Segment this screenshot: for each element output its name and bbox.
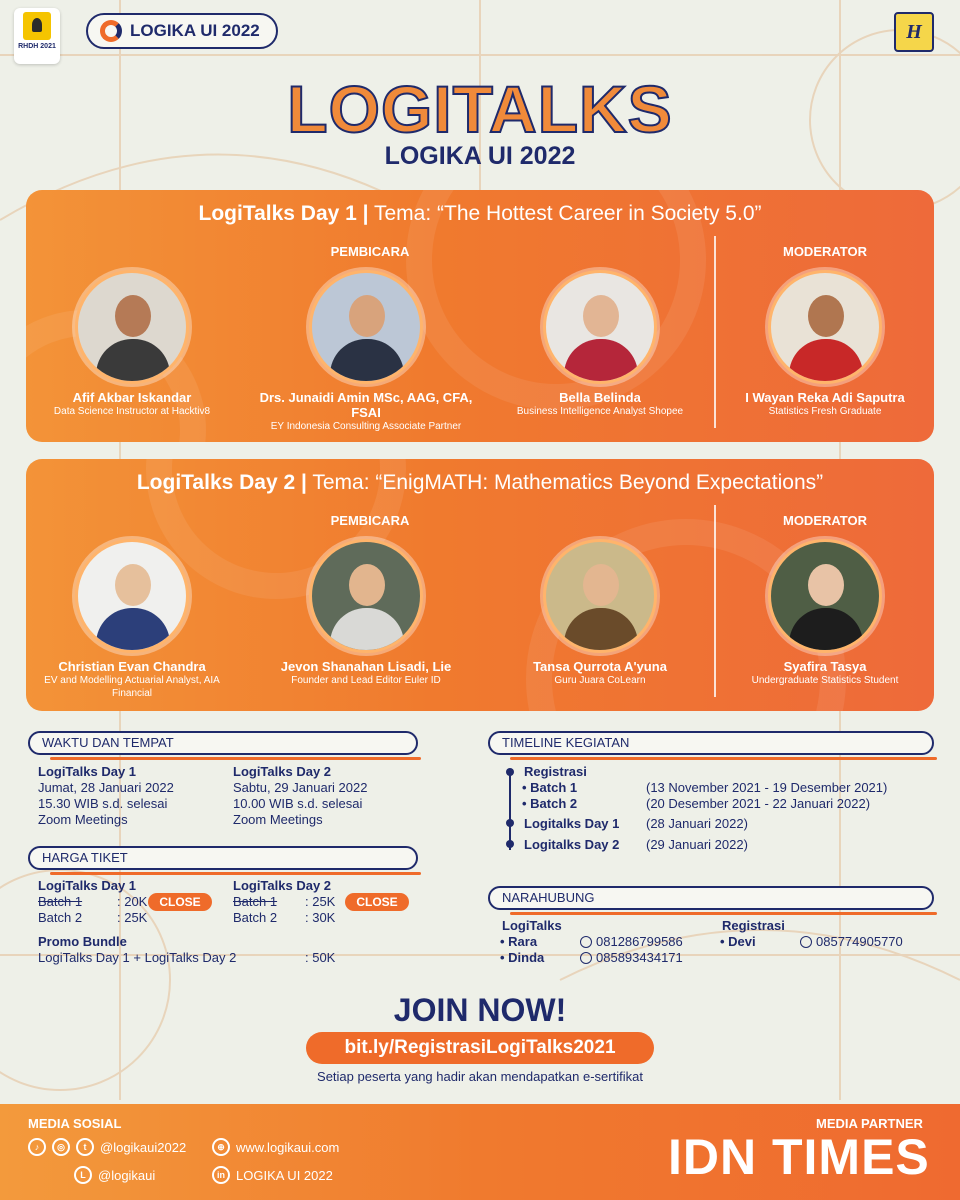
media-partner-logo: IDN TIMES <box>668 1129 930 1185</box>
handle1: @logikaui2022 <box>100 1139 187 1155</box>
event-subtitle: LOGIKA UI 2022 <box>384 142 576 170</box>
speaker-photo <box>309 539 423 653</box>
harga-day1-label: LogiTalks Day 1 <box>38 878 137 893</box>
speaker-photo <box>309 270 423 384</box>
speaker-role: EY Indonesia Consulting Associate Partner <box>270 421 462 432</box>
kontak-group-logitalks: LogiTalks <box>502 918 562 933</box>
twitter-icon: t <box>76 1138 94 1156</box>
speaker-role: EV and Modelling Actuarial Analyst, AIA Financial <box>44 675 220 699</box>
moderator-photo <box>768 270 882 384</box>
speaker-name: Jevon Shanahan Lisadi, Lie <box>280 659 452 674</box>
promo-price: : 50K <box>305 950 336 965</box>
contact-phone: 081286799586 <box>580 934 683 950</box>
waktu-heading: WAKTU DAN TEMPAT <box>28 731 418 755</box>
timeline-registrasi: Registrasi <box>524 764 587 779</box>
speaker-role: Data Science Instructor at Hacktiv8 <box>53 406 211 417</box>
timeline-dot <box>506 819 514 827</box>
line-icon: L <box>74 1166 92 1184</box>
event-title: LOGITALKS <box>287 72 673 146</box>
speaker-photo <box>75 270 189 384</box>
kontak-heading: NARAHUBUNG <box>488 886 934 910</box>
promo-desc: LogiTalks Day 1 + LogiTalks Day 2 <box>38 950 237 965</box>
contact-name: • Rara <box>500 934 538 949</box>
speaker-card <box>26 270 252 418</box>
speaker-photo <box>543 270 657 384</box>
moderator-name: I Wayan Reka Adi Saputra <box>745 390 905 405</box>
speaker-card <box>26 539 252 700</box>
close-badge: CLOSE <box>148 893 212 911</box>
timeline-date: (29 Januari 2022) <box>646 837 748 852</box>
moderator-card <box>705 539 934 687</box>
day2-moderator-label: MODERATOR <box>782 513 868 528</box>
speaker-card <box>480 539 720 687</box>
timeline-item: Logitalks Day 2 <box>524 837 620 852</box>
close-badge: CLOSE <box>345 893 409 911</box>
brand-label: LOGIKA UI 2022 <box>130 21 260 40</box>
moderator-name: Syafira Tasya <box>783 659 867 674</box>
speaker-name: Drs. Junaidi Amin MSc, AAG, CFA, FSAI <box>259 390 473 420</box>
timeline-date: (28 Januari 2022) <box>646 816 748 831</box>
timeline-line <box>509 772 511 850</box>
contact-name: • Dinda <box>500 950 545 965</box>
linkedin-icon: in <box>212 1166 230 1184</box>
moderator-card <box>705 270 934 418</box>
timeline-item: Logitalks Day 1 <box>524 816 620 831</box>
ui-logo-text: RHDH 2021 <box>18 43 56 50</box>
timeline-date: (20 Desember 2021 - 22 Januari 2022) <box>646 796 871 811</box>
speaker-card <box>246 539 486 687</box>
day2-speakers-label: PEMBICARA <box>330 513 410 528</box>
speaker-photo <box>75 539 189 653</box>
linkedin-link[interactable]: in LOGIKA UI 2022 <box>212 1166 333 1184</box>
timeline-item: • Batch 2 <box>522 796 578 811</box>
speaker-name: Tansa Qurrota A'yuna <box>533 659 667 674</box>
moderator-role: Statistics Fresh Graduate <box>768 406 882 417</box>
timeline-date: (13 November 2021 - 19 Desember 2021) <box>646 780 888 795</box>
harga-day1-batch2: Batch 2 : 25K <box>38 910 148 925</box>
speaker-card <box>480 270 720 418</box>
day1-title: LogiTalks Day 1 | Tema: “The Hottest Career in Society 5.0” <box>198 202 762 225</box>
harga-day2-batch1: Batch 1 : 25K <box>233 894 336 909</box>
kontak-group-registrasi: Registrasi <box>722 918 785 933</box>
speaker-role: Business Intelligence Analyst Shopee <box>516 406 684 417</box>
whatsapp-icon <box>580 936 592 948</box>
social-handle-row[interactable] <box>28 1138 186 1156</box>
speaker-role: Guru Juara CoLearn <box>554 675 646 686</box>
whatsapp-icon <box>800 936 812 948</box>
harga-day2-batch2: Batch 2 : 30K <box>233 910 336 925</box>
contact-phone: 085774905770 <box>800 934 903 950</box>
registration-link[interactable]: bit.ly/RegistrasiLogiTalks2021 <box>306 1032 654 1064</box>
timeline-dot <box>506 840 514 848</box>
speaker-name: Bella Belinda <box>559 390 641 405</box>
himpunan-logo: H <box>894 12 934 52</box>
certificate-note: Setiap peserta yang hadir akan mendapatkan e-sertifikat <box>317 1069 643 1084</box>
waktu-day2: LogiTalks Day 2 Sabtu, 29 Januari 2022 10.00 WIB s.d. selesai Zoom Meetings <box>233 764 368 827</box>
day1-moderator-label: MODERATOR <box>782 244 868 259</box>
join-now-heading: JOIN NOW! <box>393 992 567 1028</box>
waktu-day1: LogiTalks Day 1 Jumat, 28 Januari 2022 15.30 WIB s.d. selesai Zoom Meetings <box>38 764 174 827</box>
timeline-item: • Batch 1 <box>522 780 578 795</box>
media-sosial-label: MEDIA SOSIAL <box>28 1116 122 1131</box>
moderator-photo <box>768 539 882 653</box>
harga-day2-label: LogiTalks Day 2 <box>233 878 332 893</box>
day1-speakers-label: PEMBICARA <box>330 244 410 259</box>
whatsapp-icon <box>580 952 592 964</box>
timeline-heading: TIMELINE KEGIATAN <box>488 731 934 755</box>
day2-title: LogiTalks Day 2 | Tema: “EnigMATH: Mathematics Beyond Expectations” <box>136 471 824 494</box>
speaker-role: Founder and Lead Editor Euler ID <box>291 675 441 686</box>
media-partner-label: MEDIA PARTNER <box>816 1116 923 1131</box>
instagram-icon: ◎ <box>52 1138 70 1156</box>
speaker-photo <box>543 539 657 653</box>
speaker-name: Christian Evan Chandra <box>58 659 206 674</box>
moderator-role: Undergraduate Statistics Student <box>751 675 899 686</box>
tiktok-icon: ♪ <box>28 1138 46 1156</box>
harga-day1-batch1: Batch 1 : 20K <box>38 894 148 909</box>
contact-name: • Devi <box>720 934 756 949</box>
logika-logo-icon <box>100 20 122 42</box>
line-handle[interactable]: L @logikaui <box>74 1166 155 1184</box>
website-link[interactable]: ⊕ www.logikaui.com <box>212 1138 339 1156</box>
speaker-card <box>246 270 486 433</box>
day1-card <box>26 190 934 442</box>
speaker-name: Afif Akbar Iskandar <box>72 390 192 405</box>
globe-icon: ⊕ <box>212 1138 230 1156</box>
timeline-dot <box>506 768 514 776</box>
university-logo <box>14 8 60 64</box>
crest-icon <box>23 12 51 40</box>
promo-label: Promo Bundle <box>38 934 127 949</box>
contact-phone: 085893434171 <box>580 950 683 966</box>
day2-card <box>26 459 934 711</box>
brand-badge <box>86 13 278 49</box>
harga-heading: HARGA TIKET <box>28 846 418 870</box>
